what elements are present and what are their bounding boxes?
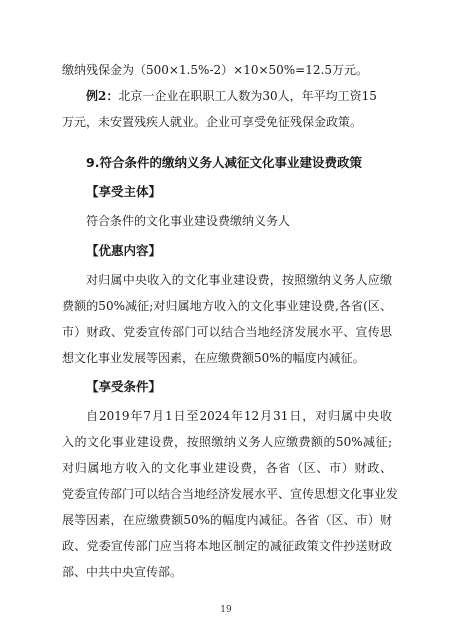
condition-line-6: 政、党委宣传部门应当将本地区制定的减征政策文件抄送财政 bbox=[62, 539, 392, 553]
example-2-line-2: 万元，未安置残疾人就业。企业可享受免征残保金政策。 bbox=[62, 115, 363, 129]
example-2-label: 例2： bbox=[86, 89, 119, 103]
subject-text: 符合条件的文化事业建设费缴纳义务人 bbox=[86, 214, 291, 228]
condition-line-4: 党委宣传部门可以结合当地经济发展水平、宣传思想文化事业发 bbox=[62, 487, 399, 501]
page-number: 19 bbox=[220, 605, 232, 615]
calc-line: 缴纳残保金为（500×1.5%-2）×10×50%=12.5万元。 bbox=[62, 63, 368, 77]
content-line-2: 费额的50%减征;对归属地方收入的文化事业建设费,各省(区、 bbox=[62, 299, 392, 313]
condition-line-7: 部、中共中央宣传部。 bbox=[62, 565, 183, 579]
example-2-text: 北京一企业在职职工人数为30人，年平均工资15 bbox=[118, 89, 377, 103]
content-line-1: 对归属中央收入的文化事业建设费，按照缴纳义务人应缴 bbox=[86, 273, 392, 287]
condition-tag: 【享受条件】 bbox=[86, 379, 162, 394]
subject-tag: 【享受主体】 bbox=[86, 184, 162, 199]
content-tag: 【优惠内容】 bbox=[86, 243, 162, 258]
section-9-title: 9.符合条件的缴纳义务人减征文化事业建设费政策 bbox=[86, 155, 362, 170]
condition-line-3: 对归属地方收入的文化事业建设费，各省（区、市）财政、 bbox=[62, 461, 392, 475]
condition-line-2: 入的文化事业建设费，按照缴纳义务人应缴费额的50%减征; bbox=[62, 435, 392, 449]
condition-line-5: 展等因素，在应缴费额50%的幅度内减征。各省（区、市）财 bbox=[62, 513, 392, 527]
content-line-3: 市）财政、党委宣传部门可以结合当地经济发展水平、宣传思 bbox=[62, 325, 392, 339]
condition-line-1: 自2019年7月1日至2024年12月31日，对归属中央收 bbox=[86, 409, 392, 423]
example-2-line-1 bbox=[86, 88, 392, 104]
content-line-4: 想文化事业发展等因素，在应缴费额50%的幅度内减征。 bbox=[62, 351, 365, 365]
